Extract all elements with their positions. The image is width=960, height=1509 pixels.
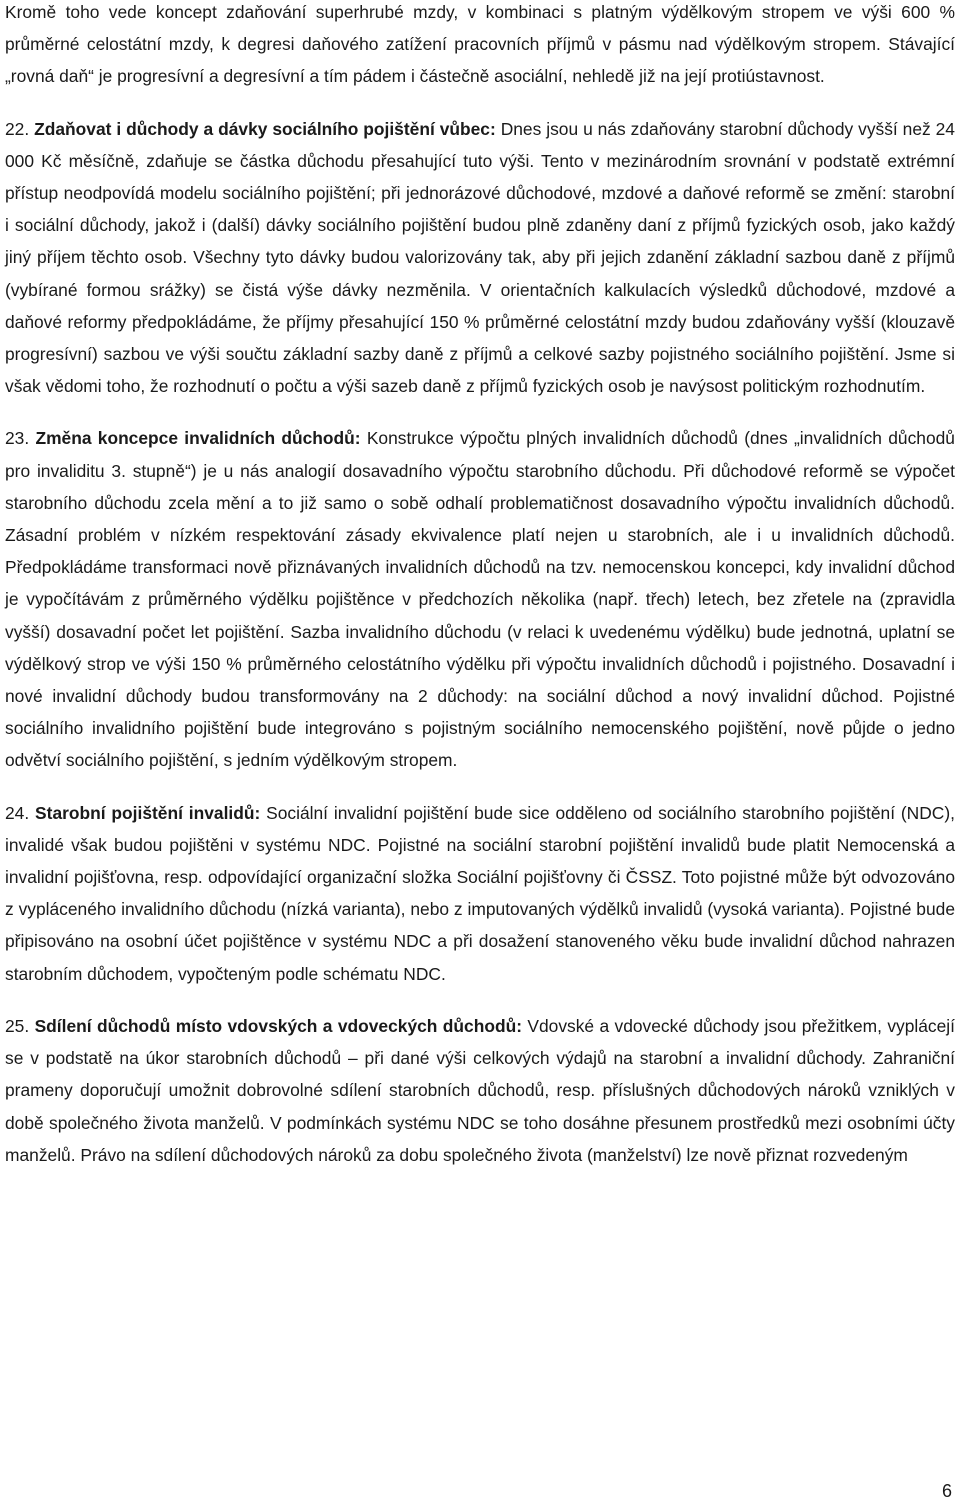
- paragraph-text: Kromě toho vede koncept zdaňování superhrubé mzdy, v kombinaci s platným výdělkovým stropem ve výši 600 % průměrné celostátní mzdy, k degresi daňového zatížení pracovních příjmů v pásmu nad výdělkovým stropem. Stávající „rovná daň“ je progresívní a degresívní a tím pádem i částečně asociální, nehledě již na její protiústavnost.: [5, 2, 955, 87]
- paragraph-number: 25.: [5, 1015, 30, 1036]
- paragraph-text: Vdovské a vdovecké důchody jsou přežitkem, vyplácejí se v podstatě na úkor starobních důchodů – při dané výši celkových výdajů na starobní a invalidní důchody. Zahraniční prameny doporučují umožnit dobrovolné sdílení starobních důchodů, resp. příslušných důchodových nároků vzniklých v době společného života manželů. V podmínkách systému NDC se toho dosáhne přesunem prostředků mezi osobními účty manželů. Právo na sdílení důchodových nároků za dobu společného života (manželství) lze nově přiznat rozvedeným: [5, 1015, 955, 1165]
- paragraph-number: 24.: [5, 802, 30, 823]
- paragraph-intro: [5, 0, 955, 93]
- paragraph-24: [5, 797, 955, 990]
- paragraph-heading: Změna koncepce invalidních důchodů:: [35, 428, 361, 449]
- paragraph-text: Dnes jsou u nás zdaňovány starobní důchody vyšší než 24 000 Kč měsíčně, zdaňuje se částka důchodu přesahující tuto výši. Tento v mezinárodním srovnání v podstatě extrémní přístup neodpovídá modelu sociálního pojištění; při jednorázové důchodové, mzdové a daňové reformě se změní: starobní i sociální důchody, jakož i (další) dávky sociálního pojištění budou plně zdaněny daní z příjmů fyzických osob, jako každý jiný příjem těchto osob. Všechny tyto dávky budou valorizovány tak, aby při jejich zdanění základní sazbou daně z příjmů (vybírané formou srážky) se čistá výše dávky nezměnila. V orientačních kalkulacích výsledků důchodové, mzdové a daňové reformy předpokládáme, že příjmy přesahující 150 % průměrné celostátní mzdy budou zdaňovány vyšší (klouzavě progresívní) sazbou ve výši součtu základní sazby daně z příjmů a celkové sazby pojistného sociálního pojištění. Jsme si však vědomi toho, že rozhodnutí o počtu a výši sazeb daně z příjmů fyzických osob je navýsost politickým rozhodnutím.: [5, 118, 955, 397]
- paragraph-23: [5, 422, 955, 776]
- paragraph-25: [5, 1010, 955, 1171]
- page-number: 6: [941, 1481, 952, 1501]
- paragraph-heading: Sdílení důchodů místo vdovských a vdoveckých důchodů:: [34, 1015, 522, 1036]
- document-page: [5, 0, 955, 1171]
- paragraph-text: Konstrukce výpočtu plných invalidních důchodů (dnes „invalidních důchodů pro invaliditu 3. stupně“) je u nás analogií dosavadního výpočtu starobního důchodu. Při důchodové reformě se výpočet starobního důchodu zcela mění a to již samo o sobě odhalí problematičnost dosavadního výpočtu invalidních důchodů. Zásadní problém v nízkém respektování zásady ekvivalence platí nejen u starobních, ale i u invalidních důchodů. Předpokládáme transformaci nově přiznávaných invalidních důchodů na tzv. nemocenskou koncepci, kdy invalidní důchod je vypočítávám z průměrného výdělku pojištěnce v předchozích několika (např. třech) letech, bez zřetele na (zpravidla vyšší) dosavadní počet let pojištění. Sazba invalidního důchodu (v relaci k uvedenému výdělku) bude jednotná, uplatní se výdělkový strop ve výši 150 % průměrného celostátního výdělku při výpočtu invalidních důchodů i pojistného. Dosavadní i nové invalidní důchody budou transformovány na 2 důchody: na sociální důchod a nový invalidní důchod. Pojistné sociálního invalidního pojištění bude integrováno s pojistným sociálního nemocenského pojištění, nově půjde o jedno odvětví sociálního pojištění, s jedním výdělkovým stropem.: [5, 428, 955, 771]
- paragraph-heading: Zdaňovat i důchody a dávky sociálního pojištění vůbec:: [34, 118, 496, 139]
- paragraph-text: Sociální invalidní pojištění bude sice odděleno od sociálního starobního pojištění (NDC), invalidé však budou pojištěni v systému NDC. Pojistné na sociální starobní pojištění invalidů bude platit Nemocenská a invalidní pojišťovna, resp. odpovídající organizační složka Sociální pojišťovny či ČSSZ. Toto pojistné může být odvozováno z vypláceného invalidního důchodu (nízká varianta), nebo z imputovaných výdělků invalidů (vysoká varianta). Pojistné bude připisováno na osobní účet pojištěnce v systému NDC a při dosažení stanoveného věku bude invalidní důchod nahrazen starobním důchodem, vypočteným podle schématu NDC.: [5, 802, 955, 984]
- paragraph-number: 23.: [5, 428, 30, 449]
- paragraph-heading: Starobní pojištění invalidů:: [35, 802, 261, 823]
- paragraph-22: [5, 113, 955, 403]
- paragraph-number: 22.: [5, 118, 30, 139]
